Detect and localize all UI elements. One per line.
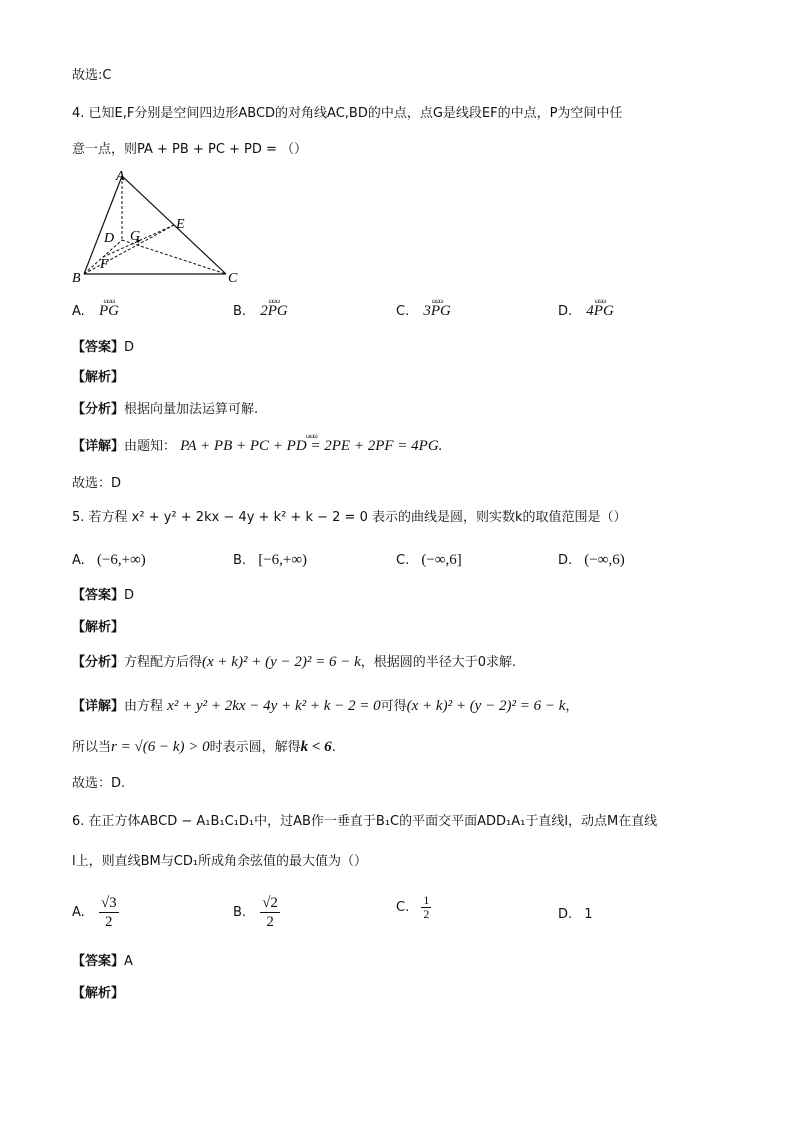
q6-stem-line1: 6. 在正方体ABCD − A₁B₁C₁D₁中，过AB作一垂直于B₁C的平面交平面ADD₁A₁于直线l，动点M在直线	[72, 814, 658, 829]
q6-answer-line: 【答案】A	[72, 954, 133, 969]
q4-analysis-tag: 【解析】	[72, 370, 125, 385]
q5-answer-line: 【答案】D	[72, 588, 135, 603]
label-C: C	[228, 271, 238, 286]
q4-stem-line1: 4. 已知E,F分别是空间四边形ABCD的对角线AC,BD的中点，点G是线段EF的中点，P为空间中任	[72, 106, 623, 121]
q5-stem-line1: 5. 若方程 x² + y² + 2kx − 4y + k² + k − 2 = 0 表示的曲线是圆，则实数k的取值范围是（）	[72, 510, 627, 525]
q4-option-c: C. ωωω 3PG	[396, 300, 451, 323]
q4-option-b: B. ωωω 2PG	[233, 300, 288, 323]
q5-option-c: C. (−∞,6]	[396, 552, 462, 568]
q4-answer-line: 【答案】D	[72, 340, 135, 355]
q6-analysis-tag: 【解析】	[72, 986, 125, 1001]
q4-conclusion: 故选：D	[72, 476, 122, 491]
label-G: G	[130, 229, 141, 244]
label-D: D	[104, 231, 115, 246]
q4-tetrahedron-figure	[70, 168, 250, 286]
q4-fenxi-line: 【分析】根据向量加法运算可解.	[72, 402, 259, 417]
q6-option-d: D. 1	[558, 907, 593, 922]
fraction-1-over-2: $\frac{1}{2}$	[423, 893, 430, 921]
q5-conclusion: 故选：D.	[72, 776, 126, 791]
q4-detail-line: 【详解】由题知： ωωω PA + PB + PC + PD = 2PE + 2PF = 4PG.	[72, 436, 442, 457]
label-E: E	[176, 217, 185, 232]
q5-fenxi-line: 【分析】方程配方后得(x + k)² + (y − 2)² = 6 − k，根据圆的半径大于0求解.	[72, 654, 517, 670]
previous-answer-line: 故选:C	[72, 68, 112, 83]
q4-stem-line2: 意一点，则PA + PB + PC + PD = （）	[72, 142, 308, 157]
q5-option-d: D. (−∞,6)	[558, 552, 625, 568]
label-F: F	[100, 257, 109, 272]
q4-option-d: D. ωωω 4PG	[558, 300, 614, 323]
label-A: A	[116, 169, 125, 184]
q5-option-b: B. [−6,+∞)	[233, 552, 308, 568]
fraction-sqrt2-over-2: $\frac{√2}{2}$	[262, 895, 278, 930]
q6-option-b: B. $\frac{√2}{2}$	[233, 895, 278, 930]
q4-option-a: A. ωωω PG	[72, 300, 119, 323]
q6-option-c: C. $\frac{1}{2}$	[396, 893, 430, 921]
q5-so-line: 所以当r = √(6 − k) > 0时表示圆，解得k < 6.	[72, 739, 336, 755]
fraction-sqrt3-over-2: $\frac{√3}{2}$	[100, 895, 117, 930]
q5-analysis-tag: 【解析】	[72, 620, 125, 635]
q6-stem-line2: l上，则直线BM与CD₁所成角余弦值的最大值为（）	[72, 854, 368, 869]
q6-option-a: A. $\frac{√3}{2}$	[72, 895, 117, 930]
q5-option-a: A. (−6,+∞)	[72, 552, 146, 568]
q5-detail-line: 【详解】由方程 x² + y² + 2kx − 4y + k² + k − 2 = 0可得(x + k)² + (y − 2)² = 6 − k，	[72, 698, 579, 714]
label-B: B	[72, 271, 81, 286]
